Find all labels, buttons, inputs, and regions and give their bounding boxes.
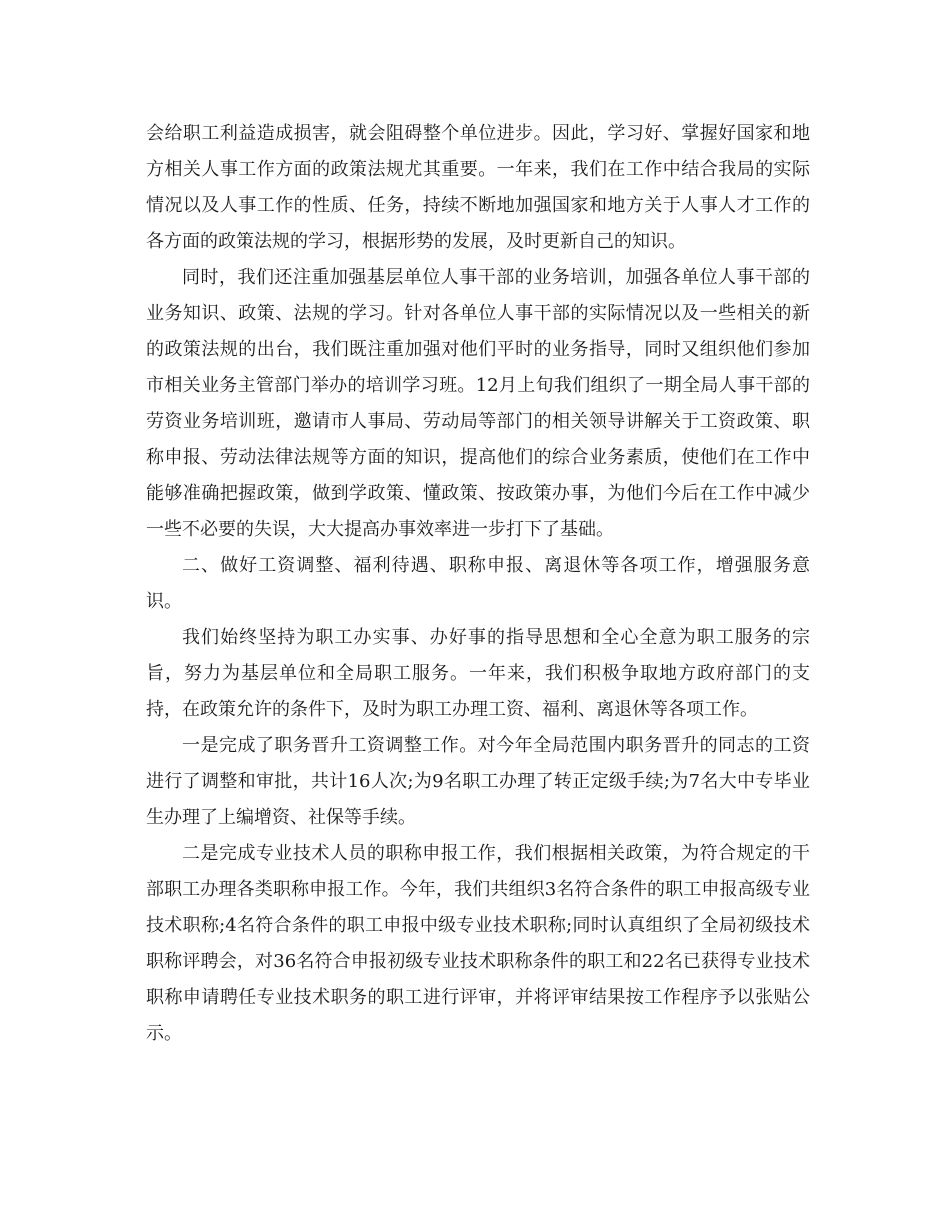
paragraph-service: 我们始终坚持为职工办实事、办好事的指导思想和全心全意为职工服务的宗旨，努力为基层单位和全局职工服务。一年来，我们积极争取地方政府部门的支持，在政策允许的条件下，及时为职工办理工资、福利、离退休等各项工作。 [146, 627, 810, 720]
paragraph-salary-adjustment: 一是完成了职务晋升工资调整工作。对今年全局范围内职务晋升的同志的工资进行了调整和审批，共计16人次;为9名职工办理了转正定级手续;为7名大中专毕业生办理了上编增资、社保等手续。 [146, 735, 810, 828]
paragraph-continuation: 会给职工利益造成损害，就会阻碍整个单位进步。因此，学习好、掌握好国家和地方相关人事工作方面的政策法规尤其重要。一年来，我们在工作中结合我局的实际情况以及人事工作的性质、任务，持续不断地加强国家和地方关于人事人才工作的各方面的政策法规的学习，根据形势的发展，及时更新自己的知识。 [146, 123, 810, 252]
paragraph-title-application: 二是完成专业技术人员的职称申报工作，我们根据相关政策，为符合规定的干部职工办理各类职称申报工作。今年，我们共组织3名符合条件的职工申报高级专业技术职称;4名符合条件的职工申报中级专业技术职称;同时认真组织了全局初级技术职称评聘会，对36名符合申报初级专业技术职称条件的职工和22名已获得专业技术职称申请聘任专业技术职务的职工进行评审，并将评审结果按工作程序予以张贴公示。 [146, 843, 810, 1044]
section-heading-2: 二、做好工资调整、福利待遇、职称申报、离退休等各项工作，增强服务意识。 [146, 555, 810, 612]
paragraph-training: 同时，我们还注重加强基层单位人事干部的业务培训，加强各单位人事干部的业务知识、政策、法规的学习。针对各单位人事干部的实际情况以及一些相关的新的政策法规的出台，我们既注重加强对他们平时的业务指导，同时又组织他们参加市相关业务主管部门举办的培训学习班。12月上旬我们组织了一期全局人事干部的劳资业务培训班，邀请市人事局、劳动局等部门的相关领导讲解关于工资政策、职称申报、劳动法律法规等方面的知识，提高他们的综合业务素质，使他们在工作中能够准确把握政策，做到学政策、懂政策、按政策办事，为他们今后在工作中减少一些不必要的失误，大大提高办事效率进一步打下了基础。 [146, 267, 810, 540]
document-body [146, 116, 810, 1052]
